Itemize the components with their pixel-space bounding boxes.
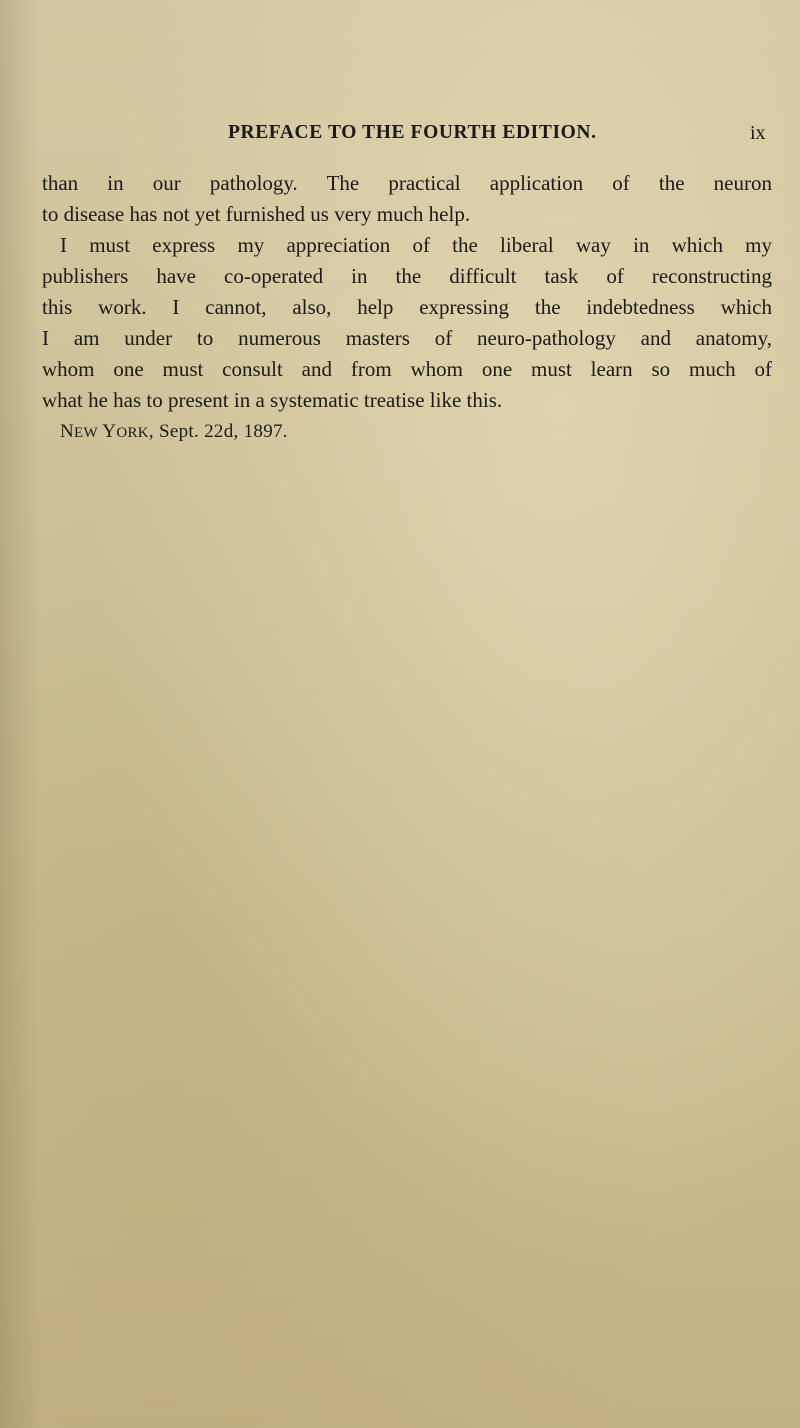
running-head xyxy=(0,122,800,152)
running-head-title: PREFACE TO THE FOURTH EDITION. xyxy=(228,122,597,143)
text-line: I must express my appreciation of the liberal way in which my xyxy=(60,233,772,257)
text-line: than in our pathology. The practical application of the neuron xyxy=(42,171,772,195)
text-line: publishers have co-operated in the difficult task of reconstructing xyxy=(42,264,772,288)
gutter-shadow xyxy=(0,0,40,1428)
signoff xyxy=(42,416,772,449)
signoff-date: Sept. 22d, 1897. xyxy=(159,421,288,442)
signoff-place: NEW YORK, xyxy=(60,421,154,442)
text-line: to disease has not yet furnished us very much help. xyxy=(42,202,471,226)
preface-body xyxy=(42,168,772,449)
text-line: whom one must consult and from whom one must learn so much of xyxy=(42,357,772,381)
text-line: this work. I cannot, also, help expressing the indebtedness which xyxy=(42,295,772,319)
page-number: ix xyxy=(750,122,766,144)
text-line: I am under to numerous masters of neuro-pathology and anatomy, xyxy=(42,326,772,350)
text-line: what he has to present in a systematic treatise like this. xyxy=(42,388,503,412)
